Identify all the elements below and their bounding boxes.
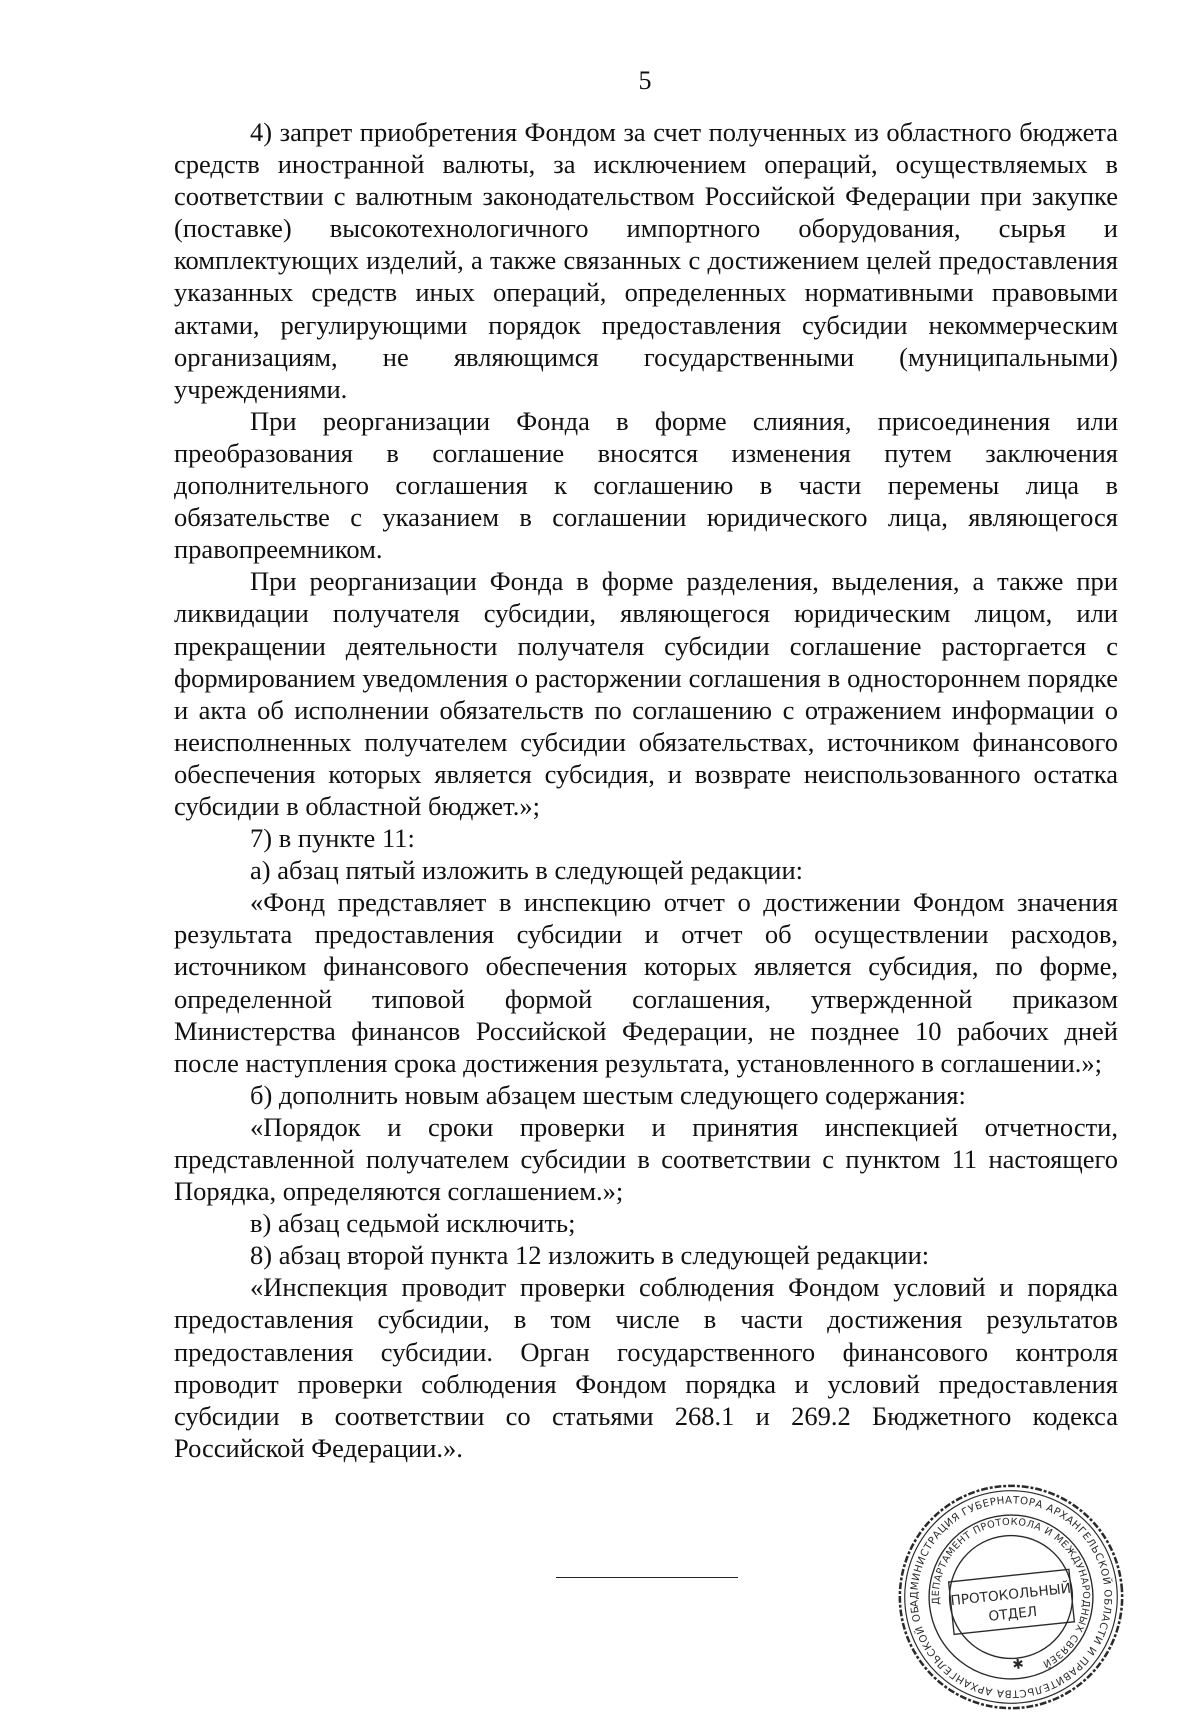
paragraph: б) дополнить новым абзацем шестым следующего содержания: [250,1079,966,1110]
paragraph: а) абзац пятый изложить в следующей редакции: [250,855,804,886]
stamp-center-line2: ОТДЕЛ [987,1603,1038,1625]
paragraph: При реорганизации Фонда в форме разделения, выделения, а также при ликвидации получателя субсидии, являющегося юридическим лицом, или прекращении деятельности получателя субсидии соглашение расторгается с формированием уведомления о расторжении соглашения в одностороннем порядке и акта об исполнении обязательств по соглашению с отражением информации о неисполненных получателем субсидии обязательствах, источником финансового обеспечения которых является субсидия, и возврате неиспользованного остатка субсидии в областной бюджет.»; [174,566,1118,821]
document-body [174,116,1118,1464]
stamp-center-line1: ПРОТОКОЛЬНЫЙ [949,1580,1072,1610]
separator-line [556,1577,738,1578]
protocol-department-stamp [894,1480,1128,1714]
stamp-star-icon: ✱ [1011,1656,1025,1674]
paragraph: При реорганизации Фонда в форме слияния, присоединения или преобразования в соглашение вносятся изменения путем заключения дополнительного соглашения к соглашению в части перемены лица в обязательстве с указанием в соглашении юридического лица, являющегося правопреемником. [174,405,1118,565]
stamp-inner-text: ДЕПАРТАМЕНТ ПРОТОКОЛА И МЕЖДУНАРОДНЫХ СВЯЗЕЙ [930,1516,1092,1670]
stamp-outer-text: АДМИНИСТРАЦИЯ ГУБЕРНАТОРА АРХАНГЕЛЬСКОЙ ОБЛАСТИ И ПРАВИТЕЛЬСТВА АРХАНГЕЛЬСКОЙ ОБЛАСТИ [909,1495,1113,1699]
paragraph: в) абзац седьмой исключить; [250,1208,576,1239]
paragraph: «Инспекция проводит проверки соблюдения Фондом условий и порядка предоставления субсидии, в том числе в части достижения результатов предоставления субсидии. Орган государственного финансового контроля проводит проверки соблюдения Фондом порядка и условий предоставления субсидии в соответствии со статьями 268.1 и 269.2 Бюджетного кодекса Российской Федерации.». [174,1272,1118,1463]
paragraph: 7) в пункте 11: [250,823,415,854]
paragraph: 8) абзац второй пункта 12 изложить в следующей редакции: [250,1240,930,1271]
paragraph: «Фонд представляет в инспекцию отчет о достижении Фондом значения результата предоставления субсидии и отчет об осуществлении расходов, источником финансового обеспечения которых является субсидия, по форме, определенной типовой формой соглашения, утвержденной приказом Министерства финансов Российской Федерации, не позднее 10 рабочих дней после наступления срока достижения результата, установленного в соглашении.»; [174,887,1118,1078]
paragraph: 4) запрет приобретения Фондом за счет полученных из областного бюджета средств иностранной валюты, за исключением операций, осуществляемых в соответствии с валютным законодательством Российской Федерации при закупке (поставке) высокотехнологичного импортного оборудования, сырья и комплектующих изделий, а также связанных с достижением целей предоставления указанных средств иных операций, определенных нормативными правовыми актами, регулирующими порядок предоставления субсидии некоммерческим организациям, не являющимся государственными (муниципальными) учреждениями. [174,117,1118,404]
page-number: 5 [638,66,652,95]
paragraph: «Порядок и сроки проверки и принятия инспекцией отчетности, представленной получателем субсидии в соответствии с пунктом 11 настоящего Порядка, определяются соглашением.»; [174,1111,1118,1207]
